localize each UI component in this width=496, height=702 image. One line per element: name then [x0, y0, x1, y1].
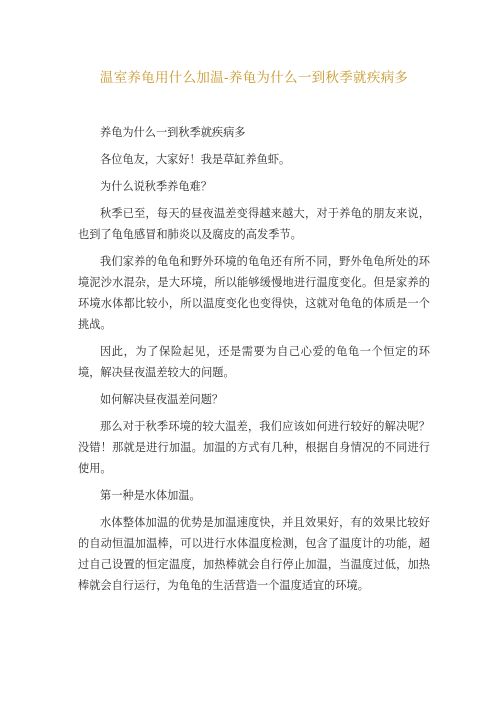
paragraph: 如何解决昼夜温差问题？ — [100, 393, 224, 406]
document-body — [78, 122, 430, 596]
paragraph: 因此，为了保险起见，还是需要为自己心爱的龟龟一个恒定的环境，解决昼夜温差较大的问题。 — [78, 345, 430, 379]
paragraph: 为什么说秋季养龟难？ — [100, 180, 212, 193]
paragraph: 秋季已至，每天的昼夜温差变得越来越大，对于养龟的朋友来说，也到了龟龟感冒和肺炎以及腐皮的高发季节。 — [78, 207, 430, 241]
paragraph: 水体整体加温的优势是加温速度快，并且效果好，有的效果比较好的自动恒温加温棒，可以进行水体温度检测，包含了温度计的功能，超过自己设置的恒定温度，加热棒就会自行停止加温，当温度过低，加热棒就会自行运行，为龟龟的生活营造一个温度适宜的环境。 — [78, 516, 430, 592]
document-title: 温室养龟用什么加温-养龟为什么一到秋季就疾病多 — [99, 70, 409, 86]
paragraph: 那么对于秋季环境的较大温差，我们应该如何进行较好的解决呢？没错！那就是进行加温。加温的方式有几种，根据自身情况的不同进行使用。 — [78, 420, 430, 475]
paragraph: 养龟为什么一到秋季就疾病多 — [100, 126, 246, 139]
paragraph: 各位龟友，大家好！我是草缸养鱼虾。 — [100, 153, 291, 166]
paragraph: 我们家养的龟龟和野外环境的龟龟还有所不同，野外龟龟所处的环境泥沙水混杂，是大环境，所以能够缓慢地进行温度变化。但是家养的环境水体都比较小，所以温度变化也变得快，这就对龟龟的体质是一个挑战。 — [78, 255, 430, 331]
paragraph: 第一种是水体加温。 — [100, 489, 201, 502]
